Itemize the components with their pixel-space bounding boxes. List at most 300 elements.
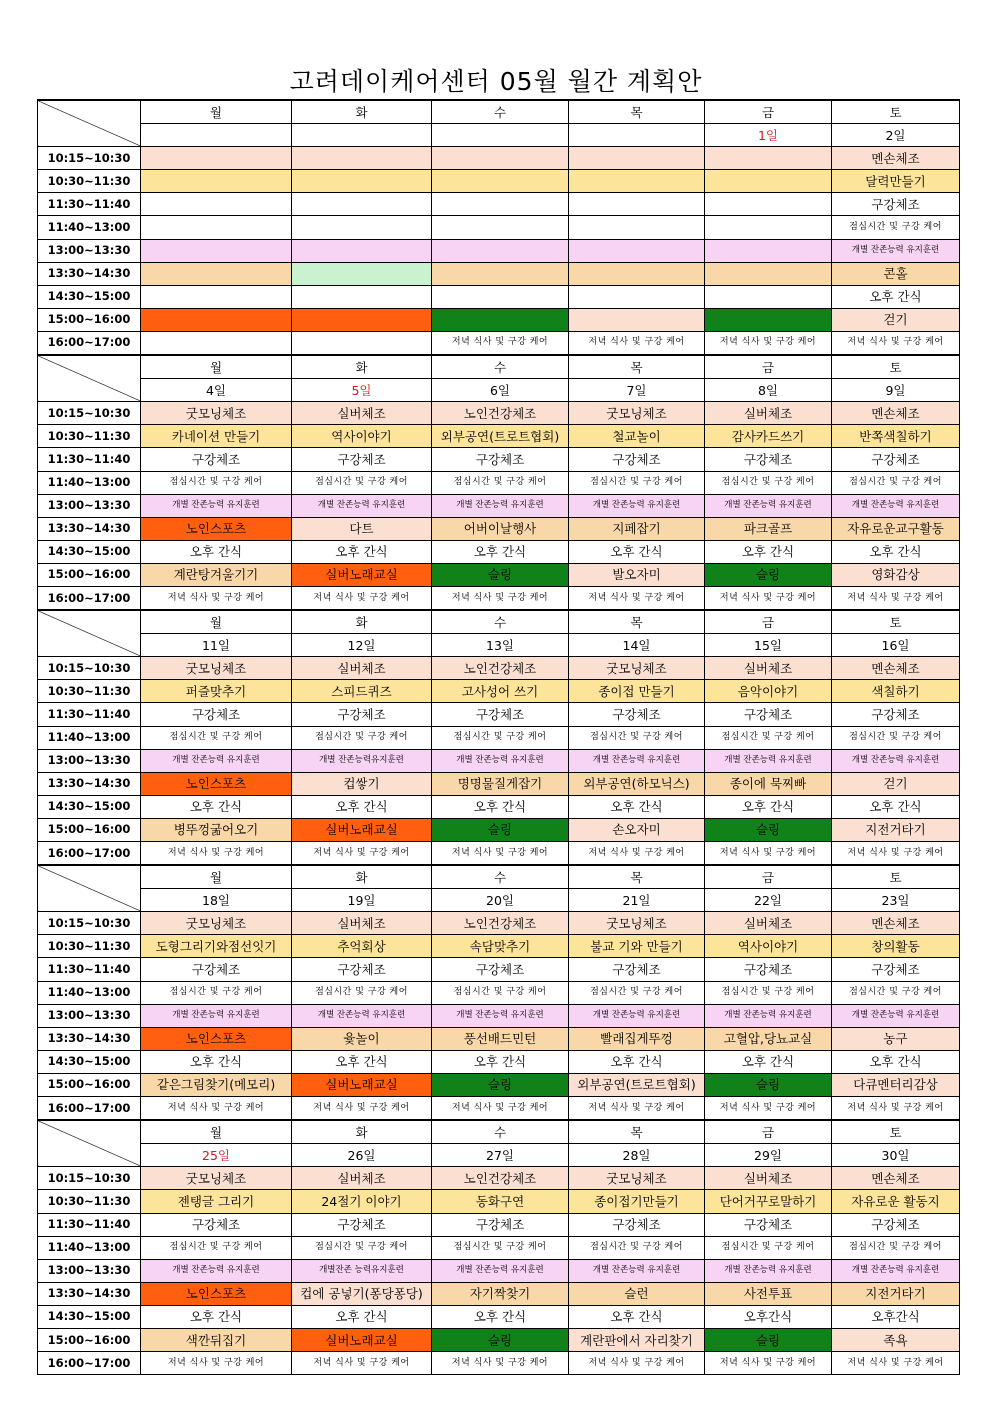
activity-cell: 구강체조 [705, 448, 832, 471]
activity-cell: 구강체조 [432, 703, 569, 726]
schedule-row [38, 842, 960, 866]
time-slot: 16:00~17:00 [38, 586, 141, 610]
activity-cell: 속담맞추기 [432, 935, 569, 958]
day-header: 화 [292, 355, 432, 379]
activity-cell: 슬링 [432, 818, 569, 841]
activity-cell: 개별 잔존능력 유지훈련 [569, 1004, 705, 1027]
time-slot: 15:00~16:00 [38, 1328, 141, 1351]
activity-cell: 농구 [832, 1027, 960, 1050]
activity-cell: 점심시간 및 구강 케어 [832, 216, 960, 239]
time-slot: 10:15~10:30 [38, 657, 141, 680]
activity-cell: 자유로운 활동지 [832, 1190, 960, 1213]
activity-cell [569, 147, 705, 170]
time-slot: 11:40~13:00 [38, 471, 141, 494]
activity-cell: 감사카드쓰기 [705, 425, 832, 448]
date-cell: 13일 [432, 634, 569, 657]
activity-cell: 점심시간 및 구강 케어 [432, 1236, 569, 1259]
schedule-row [38, 1236, 960, 1259]
activity-cell [432, 193, 569, 216]
time-slot: 10:30~11:30 [38, 1190, 141, 1213]
activity-cell: 개별 잔존능력 유지훈련 [832, 239, 960, 262]
day-header: 토 [832, 100, 960, 124]
activity-cell: 저녁 식사 및 구강 케어 [832, 331, 960, 355]
schedule-row [38, 170, 960, 193]
day-header: 수 [432, 100, 569, 124]
activity-cell: 굿모닝체조 [141, 402, 292, 425]
day-header: 목 [569, 865, 705, 889]
activity-cell: 종이접 만들기 [569, 680, 705, 703]
activity-cell: 어버이날행사 [432, 517, 569, 540]
schedule-row [38, 1004, 960, 1027]
schedule-row [38, 540, 960, 563]
date-row [38, 379, 960, 402]
activity-cell: 계란판에서 자리찾기 [569, 1328, 705, 1351]
activity-cell: 멘손체조 [832, 402, 960, 425]
activity-cell: 저녁 식사 및 구강 케어 [569, 1097, 705, 1121]
activity-cell: 구강체조 [832, 958, 960, 981]
time-slot: 15:00~16:00 [38, 818, 141, 841]
time-slot: 16:00~17:00 [38, 1097, 141, 1121]
activity-cell: 개별 잔존능력 유지훈련 [292, 1004, 432, 1027]
activity-cell [141, 308, 292, 331]
activity-cell: 점심시간 및 구강 케어 [705, 1236, 832, 1259]
time-slot: 13:00~13:30 [38, 749, 141, 772]
day-header: 화 [292, 1120, 432, 1144]
date-cell: 9일 [832, 379, 960, 402]
week-header-row [38, 865, 960, 889]
activity-cell: 저녁 식사 및 구강 케어 [569, 331, 705, 355]
schedule-row [38, 425, 960, 448]
activity-cell: 저녁 식사 및 구강 케어 [432, 1097, 569, 1121]
date-row [38, 1144, 960, 1167]
activity-cell: 노인스포츠 [141, 772, 292, 795]
week-header-row [38, 100, 960, 124]
time-slot: 13:00~13:30 [38, 494, 141, 517]
activity-cell: 도형그리기와점선잇기 [141, 935, 292, 958]
time-slot: 14:30~15:00 [38, 1050, 141, 1073]
activity-cell: 점심시간 및 구강 케어 [292, 726, 432, 749]
activity-cell: 오후간식 [705, 1305, 832, 1328]
activity-cell: 구강체조 [141, 703, 292, 726]
schedule-row [38, 216, 960, 239]
date-cell: 14일 [569, 634, 705, 657]
activity-cell: 개별 잔존능력 유지훈련 [432, 1004, 569, 1027]
activity-cell: 구강체조 [292, 703, 432, 726]
activity-cell [141, 216, 292, 239]
day-header: 월 [141, 610, 292, 634]
activity-cell: 구강체조 [141, 1213, 292, 1236]
time-slot: 13:00~13:30 [38, 239, 141, 262]
day-header: 월 [141, 1120, 292, 1144]
activity-cell [569, 216, 705, 239]
activity-cell [292, 216, 432, 239]
corner-diagonal-cell [38, 355, 141, 402]
time-slot: 10:15~10:30 [38, 147, 141, 170]
date-cell: 30일 [832, 1144, 960, 1167]
schedule-row [38, 1282, 960, 1305]
activity-cell: 슬링 [705, 818, 832, 841]
week-header-row [38, 610, 960, 634]
activity-cell: 굿모닝체조 [141, 1167, 292, 1190]
activity-cell: 손오자미 [569, 818, 705, 841]
schedule-row [38, 308, 960, 331]
activity-cell [292, 262, 432, 285]
time-slot: 10:15~10:30 [38, 402, 141, 425]
time-slot: 14:30~15:00 [38, 540, 141, 563]
date-cell: 26일 [292, 1144, 432, 1167]
time-slot: 14:30~15:00 [38, 285, 141, 308]
activity-cell: 점심시간 및 구강 케어 [432, 726, 569, 749]
activity-cell: 스피드퀴즈 [292, 680, 432, 703]
activity-cell: 슬링 [432, 1073, 569, 1096]
date-cell: 18일 [141, 889, 292, 912]
activity-cell: 노인건강체조 [432, 1167, 569, 1190]
time-slot: 14:30~15:00 [38, 1305, 141, 1328]
activity-cell: 저녁 식사 및 구강 케어 [705, 586, 832, 610]
day-header: 목 [569, 100, 705, 124]
schedule-row [38, 981, 960, 1004]
activity-cell: 오후 간식 [705, 795, 832, 818]
activity-cell: 저녁 식사 및 구강 케어 [705, 331, 832, 355]
activity-cell: 빨래집게뚜껑 [569, 1027, 705, 1050]
activity-cell: 다트 [292, 517, 432, 540]
day-header: 토 [832, 610, 960, 634]
activity-cell: 오후 간식 [432, 795, 569, 818]
activity-cell: 콘홀 [832, 262, 960, 285]
activity-cell [569, 262, 705, 285]
activity-cell [292, 308, 432, 331]
activity-cell: 점심시간 및 구강 케어 [432, 981, 569, 1004]
schedule-row [38, 958, 960, 981]
schedule-row [38, 935, 960, 958]
activity-cell: 개별 잔존능력 유지훈련 [705, 1259, 832, 1282]
activity-cell: 오후 간식 [292, 1305, 432, 1328]
activity-cell: 개별 잔존능력 유지훈련 [432, 749, 569, 772]
activity-cell: 지페잡기 [569, 517, 705, 540]
time-slot: 14:30~15:00 [38, 795, 141, 818]
activity-cell: 구강체조 [705, 703, 832, 726]
date-cell [432, 124, 569, 147]
activity-cell: 개별 잔존능력 유지훈련 [141, 494, 292, 517]
activity-cell: 멘손체조 [832, 912, 960, 935]
activity-cell [292, 147, 432, 170]
activity-cell: 오후 간식 [832, 795, 960, 818]
activity-cell: 저녁 식사 및 구강 케어 [832, 1097, 960, 1121]
activity-cell: 오후 간식 [292, 795, 432, 818]
activity-cell: 컵에 공넣기(퐁당퐁당) [292, 1282, 432, 1305]
activity-cell [432, 147, 569, 170]
activity-cell: 오후 간식 [432, 1305, 569, 1328]
activity-cell: 불교 기와 만들기 [569, 935, 705, 958]
activity-cell: 개별 잔존능력 유지훈련 [141, 749, 292, 772]
date-cell: 1일 [705, 124, 832, 147]
date-cell: 12일 [292, 634, 432, 657]
activity-cell: 오후 간식 [832, 540, 960, 563]
activity-cell: 창의활동 [832, 935, 960, 958]
activity-cell: 영화감상 [832, 563, 960, 586]
activity-cell: 개별 잔존능력 유지훈련 [832, 494, 960, 517]
activity-cell [292, 239, 432, 262]
activity-cell: 점심시간 및 구강 케어 [141, 1236, 292, 1259]
activity-cell: 색칠하기 [832, 680, 960, 703]
activity-cell: 외부공연(하모닉스) [569, 772, 705, 795]
activity-cell: 다큐멘터리감상 [832, 1073, 960, 1096]
activity-cell: 개별 잔존능력 유지훈련 [569, 749, 705, 772]
schedule-row [38, 1167, 960, 1190]
activity-cell: 저녁 식사 및 구강 케어 [569, 586, 705, 610]
date-cell: 21일 [569, 889, 705, 912]
time-slot: 13:00~13:30 [38, 1004, 141, 1027]
activity-cell: 개별 잔존능력 유지훈련 [432, 1259, 569, 1282]
date-cell: 23일 [832, 889, 960, 912]
activity-cell: 실버노래교실 [292, 818, 432, 841]
activity-cell: 발오자미 [569, 563, 705, 586]
schedule-row [38, 193, 960, 216]
day-header: 금 [705, 1120, 832, 1144]
activity-cell: 오후 간식 [141, 1305, 292, 1328]
schedule-row [38, 563, 960, 586]
activity-cell: 저녁 식사 및 구강 케어 [292, 842, 432, 866]
schedule-row [38, 147, 960, 170]
activity-cell [705, 147, 832, 170]
activity-cell: 개별 잔존능력 유지훈련 [832, 1259, 960, 1282]
activity-cell [141, 262, 292, 285]
activity-cell: 개별 잔존능력 유지훈련 [569, 494, 705, 517]
schedule-row [38, 1027, 960, 1050]
time-slot: 11:40~13:00 [38, 216, 141, 239]
activity-cell: 굿모닝체조 [569, 912, 705, 935]
activity-cell: 명명물질게잡기 [432, 772, 569, 795]
activity-cell: 굿모닝체조 [569, 657, 705, 680]
time-slot: 11:40~13:00 [38, 1236, 141, 1259]
activity-cell: 실버체조 [705, 1167, 832, 1190]
activity-cell [705, 308, 832, 331]
activity-cell: 노인건강체조 [432, 402, 569, 425]
activity-cell: 저녁 식사 및 구강 케어 [705, 1097, 832, 1121]
activity-cell: 점심시간 및 구강 케어 [141, 471, 292, 494]
activity-cell [432, 216, 569, 239]
day-header: 금 [705, 355, 832, 379]
date-cell [569, 124, 705, 147]
activity-cell [569, 193, 705, 216]
activity-cell: 슬링 [705, 1328, 832, 1351]
activity-cell: 동화구연 [432, 1190, 569, 1213]
schedule-row [38, 1305, 960, 1328]
activity-cell: 사전투표 [705, 1282, 832, 1305]
activity-cell: 저녁 식사 및 구강 케어 [432, 1352, 569, 1375]
activity-cell: 저녁 식사 및 구강 케어 [432, 586, 569, 610]
activity-cell: 실버체조 [705, 402, 832, 425]
activity-cell: 단어거꾸로말하기 [705, 1190, 832, 1213]
activity-cell: 슬런 [569, 1282, 705, 1305]
date-cell [292, 124, 432, 147]
activity-cell: 점심시간 및 구강 케어 [569, 981, 705, 1004]
schedule-row [38, 1190, 960, 1213]
date-cell: 29일 [705, 1144, 832, 1167]
time-slot: 13:00~13:30 [38, 1259, 141, 1282]
activity-cell: 오후 간식 [832, 285, 960, 308]
activity-cell: 실버노래교실 [292, 1073, 432, 1096]
activity-cell: 구강체조 [569, 1213, 705, 1236]
activity-cell: 노인스포츠 [141, 1027, 292, 1050]
activity-cell: 저녁 식사 및 구강 케어 [292, 1352, 432, 1375]
activity-cell: 컵쌓기 [292, 772, 432, 795]
activity-cell: 저녁 식사 및 구강 케어 [569, 842, 705, 866]
day-header: 토 [832, 355, 960, 379]
time-slot: 11:40~13:00 [38, 981, 141, 1004]
activity-cell: 외부공연(트로트협회) [432, 425, 569, 448]
schedule-row [38, 239, 960, 262]
activity-cell: 오후간식 [832, 1305, 960, 1328]
activity-cell: 저녁 식사 및 구강 케어 [141, 1352, 292, 1375]
activity-cell: 개별 잔존능력 유지훈련 [705, 749, 832, 772]
activity-cell: 고혈압,당뇨교실 [705, 1027, 832, 1050]
schedule-row [38, 494, 960, 517]
activity-cell: 슬링 [705, 563, 832, 586]
page-title: 고려데이케어센터 05월 월간 계획안 [289, 67, 703, 96]
activity-cell: 저녁 식사 및 구강 케어 [141, 1097, 292, 1121]
day-header: 토 [832, 865, 960, 889]
activity-cell [569, 170, 705, 193]
activity-cell: 구강체조 [141, 448, 292, 471]
date-cell: 19일 [292, 889, 432, 912]
day-header: 목 [569, 355, 705, 379]
activity-cell: 굿모닝체조 [141, 657, 292, 680]
activity-cell: 젠탱글 그리기 [141, 1190, 292, 1213]
activity-cell: 윷놀이 [292, 1027, 432, 1050]
activity-cell [705, 193, 832, 216]
date-row [38, 889, 960, 912]
activity-cell: 개별 잔존능력 유지훈련 [569, 1259, 705, 1282]
activity-cell: 반쪽색칠하기 [832, 425, 960, 448]
time-slot: 10:30~11:30 [38, 425, 141, 448]
activity-cell: 같은그림찾기(메모리) [141, 1073, 292, 1096]
activity-cell: 실버체조 [292, 1167, 432, 1190]
activity-cell: 오후 간식 [432, 540, 569, 563]
activity-cell: 오후 간식 [705, 1050, 832, 1073]
day-header: 수 [432, 1120, 569, 1144]
activity-cell: 오후 간식 [569, 795, 705, 818]
schedule-row [38, 586, 960, 610]
corner-diagonal-cell [38, 1120, 141, 1167]
schedule-row [38, 749, 960, 772]
activity-cell: 실버체조 [292, 912, 432, 935]
activity-cell: 실버체조 [292, 402, 432, 425]
activity-cell: 개별잔존 능력유지훈련 [292, 1259, 432, 1282]
activity-cell [705, 262, 832, 285]
activity-cell: 개별 잔존능력유지훈련 [292, 749, 432, 772]
activity-cell: 구강체조 [832, 193, 960, 216]
activity-cell [432, 262, 569, 285]
activity-cell [141, 193, 292, 216]
activity-cell: 저녁 식사 및 구강 케어 [705, 1352, 832, 1375]
date-cell: 6일 [432, 379, 569, 402]
date-cell: 4일 [141, 379, 292, 402]
day-header: 금 [705, 610, 832, 634]
day-header: 목 [569, 610, 705, 634]
activity-cell: 지전거타기 [832, 818, 960, 841]
activity-cell: 걷기 [832, 772, 960, 795]
activity-cell [569, 239, 705, 262]
corner-diagonal-cell [38, 100, 141, 147]
activity-cell: 저녁 식사 및 구강 케어 [705, 842, 832, 866]
time-slot: 11:30~11:40 [38, 193, 141, 216]
time-slot: 10:30~11:30 [38, 170, 141, 193]
activity-cell: 고사성어 쓰기 [432, 680, 569, 703]
activity-cell: 오후 간식 [141, 1050, 292, 1073]
schedule-row [38, 703, 960, 726]
time-slot: 15:00~16:00 [38, 563, 141, 586]
activity-cell [292, 285, 432, 308]
activity-cell: 굿모닝체조 [569, 402, 705, 425]
day-header: 금 [705, 865, 832, 889]
activity-cell: 풍선배드민턴 [432, 1027, 569, 1050]
activity-cell: 구강체조 [432, 958, 569, 981]
activity-cell: 개별 잔존능력 유지훈련 [832, 749, 960, 772]
activity-cell: 저녁 식사 및 구강 케어 [832, 1352, 960, 1375]
activity-cell: 추억회상 [292, 935, 432, 958]
activity-cell: 점심시간 및 구강 케어 [832, 1236, 960, 1259]
activity-cell: 24절기 이야기 [292, 1190, 432, 1213]
time-slot: 15:00~16:00 [38, 1073, 141, 1096]
activity-cell [141, 170, 292, 193]
schedule-row [38, 1050, 960, 1073]
schedule-row [38, 1352, 960, 1375]
activity-cell [141, 147, 292, 170]
activity-cell: 역사이야기 [292, 425, 432, 448]
activity-cell: 구강체조 [569, 703, 705, 726]
date-cell: 7일 [569, 379, 705, 402]
date-row [38, 124, 960, 147]
activity-cell: 점심시간 및 구강 케어 [705, 726, 832, 749]
schedule-row [38, 402, 960, 425]
activity-cell: 저녁 식사 및 구강 케어 [292, 586, 432, 610]
activity-cell: 오후 간식 [292, 1050, 432, 1073]
activity-cell: 오후 간식 [432, 1050, 569, 1073]
date-cell: 20일 [432, 889, 569, 912]
week-header-row [38, 355, 960, 379]
time-slot: 13:30~14:30 [38, 772, 141, 795]
schedule-row [38, 331, 960, 355]
time-slot: 11:30~11:40 [38, 703, 141, 726]
schedule-row [38, 912, 960, 935]
activity-cell: 병뚜껑굶어오기 [141, 818, 292, 841]
activity-cell [292, 170, 432, 193]
activity-cell: 구강체조 [832, 703, 960, 726]
date-cell: 16일 [832, 634, 960, 657]
activity-cell: 점심시간 및 구강 케어 [292, 471, 432, 494]
activity-cell: 색깐뒤집기 [141, 1328, 292, 1351]
schedule-row [38, 680, 960, 703]
activity-cell: 노인건강체조 [432, 657, 569, 680]
date-cell: 22일 [705, 889, 832, 912]
activity-cell: 슬링 [432, 1328, 569, 1351]
time-slot: 16:00~17:00 [38, 1352, 141, 1375]
activity-cell: 점심시간 및 구강 케어 [705, 981, 832, 1004]
date-cell: 8일 [705, 379, 832, 402]
activity-cell: 점심시간 및 구강 케어 [292, 1236, 432, 1259]
activity-cell: 멘손체조 [832, 657, 960, 680]
activity-cell: 굿모닝체조 [569, 1167, 705, 1190]
day-header: 목 [569, 1120, 705, 1144]
activity-cell: 개별 잔존능력 유지훈련 [432, 494, 569, 517]
time-slot: 10:15~10:30 [38, 912, 141, 935]
activity-cell: 구강체조 [292, 958, 432, 981]
activity-cell: 오후 간식 [705, 540, 832, 563]
activity-cell [705, 170, 832, 193]
activity-cell: 자유로운교구활동 [832, 517, 960, 540]
activity-cell [705, 216, 832, 239]
